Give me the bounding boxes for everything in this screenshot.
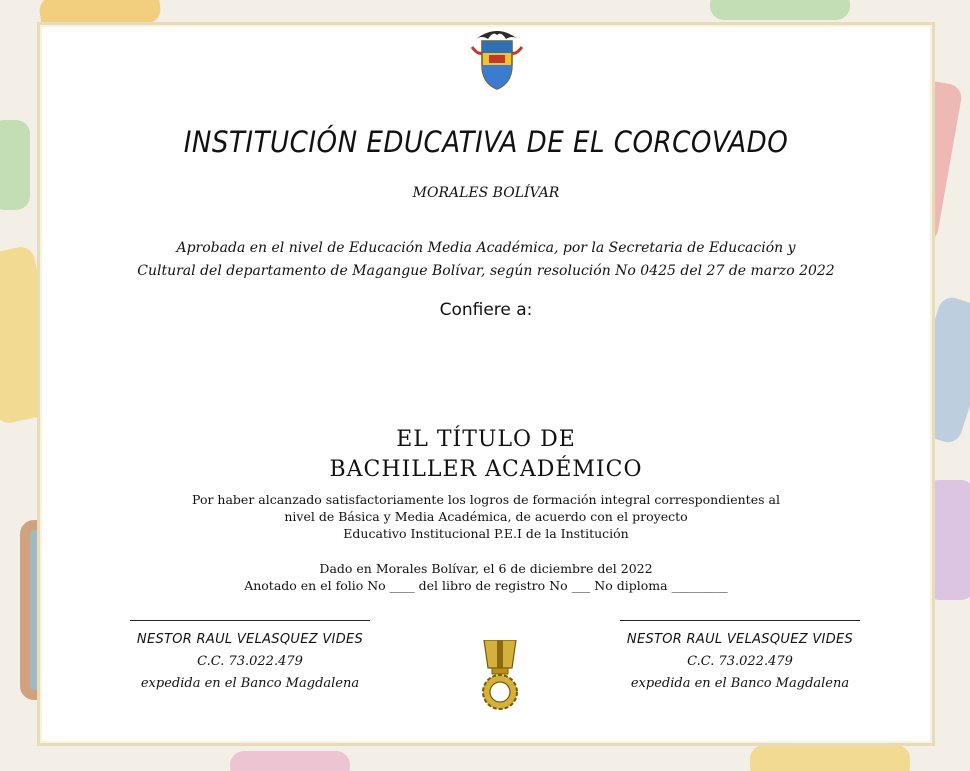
marker-decoration bbox=[710, 0, 850, 20]
signer-name: NESTOR RAUL VELASQUEZ VIDES bbox=[626, 632, 854, 647]
degree-line-1: EL TÍTULO DE bbox=[396, 427, 576, 452]
pencil-case-decoration bbox=[750, 745, 910, 771]
institution-location: MORALES BOLÍVAR bbox=[412, 185, 560, 201]
colombia-coat-of-arms-icon bbox=[468, 25, 526, 91]
confers-label: Confiere a: bbox=[439, 300, 533, 320]
signer-id: C.C. 73.022.479 bbox=[197, 654, 303, 669]
given-line: Dado en Morales Bolívar, el 6 de diciembre del 2022 bbox=[319, 561, 653, 576]
certificate-sheet bbox=[37, 22, 935, 746]
issue-details bbox=[40, 560, 932, 594]
signer-id-issued: expedida en el Banco Magdalena bbox=[140, 676, 360, 691]
gold-medal-icon bbox=[478, 640, 522, 714]
signature-left bbox=[130, 620, 370, 695]
merit-line-2: nivel de Básica y Media Académica, de acuerdo con el proyecto bbox=[284, 509, 688, 524]
merit-line-1: Por haber alcanzado satisfactoriamente los logros de formación integral correspondientes al bbox=[192, 492, 780, 507]
clip-decoration bbox=[0, 120, 30, 210]
signature-right bbox=[620, 620, 860, 695]
approval-text bbox=[40, 237, 932, 283]
institution-title: INSTITUCIÓN EDUCATIVA DE EL CORCOVADO bbox=[183, 125, 789, 159]
eraser-decoration bbox=[230, 751, 350, 771]
degree-title bbox=[40, 425, 932, 485]
signer-name: NESTOR RAUL VELASQUEZ VIDES bbox=[136, 632, 364, 647]
degree-line-2: BACHILLER ACADÉMICO bbox=[329, 457, 643, 482]
signature-line bbox=[130, 620, 370, 621]
merit-line-3: Educativo Institucional P.E.I de la Institución bbox=[343, 526, 629, 541]
registry-line: Anotado en el folio No ____ del libro de registro No ___ No diploma _________ bbox=[244, 578, 728, 593]
signature-line bbox=[620, 620, 860, 621]
approval-line-1: Aprobada en el nivel de Educación Media Académica, por la Secretaria de Educación y bbox=[176, 240, 796, 256]
signer-id-issued: expedida en el Banco Magdalena bbox=[630, 676, 850, 691]
approval-line-2: Cultural del departamento de Magangue Bolívar, según resolución No 0425 del 27 de marzo 2022 bbox=[137, 263, 835, 279]
merit-text bbox=[40, 491, 932, 542]
signer-id: C.C. 73.022.479 bbox=[687, 654, 793, 669]
